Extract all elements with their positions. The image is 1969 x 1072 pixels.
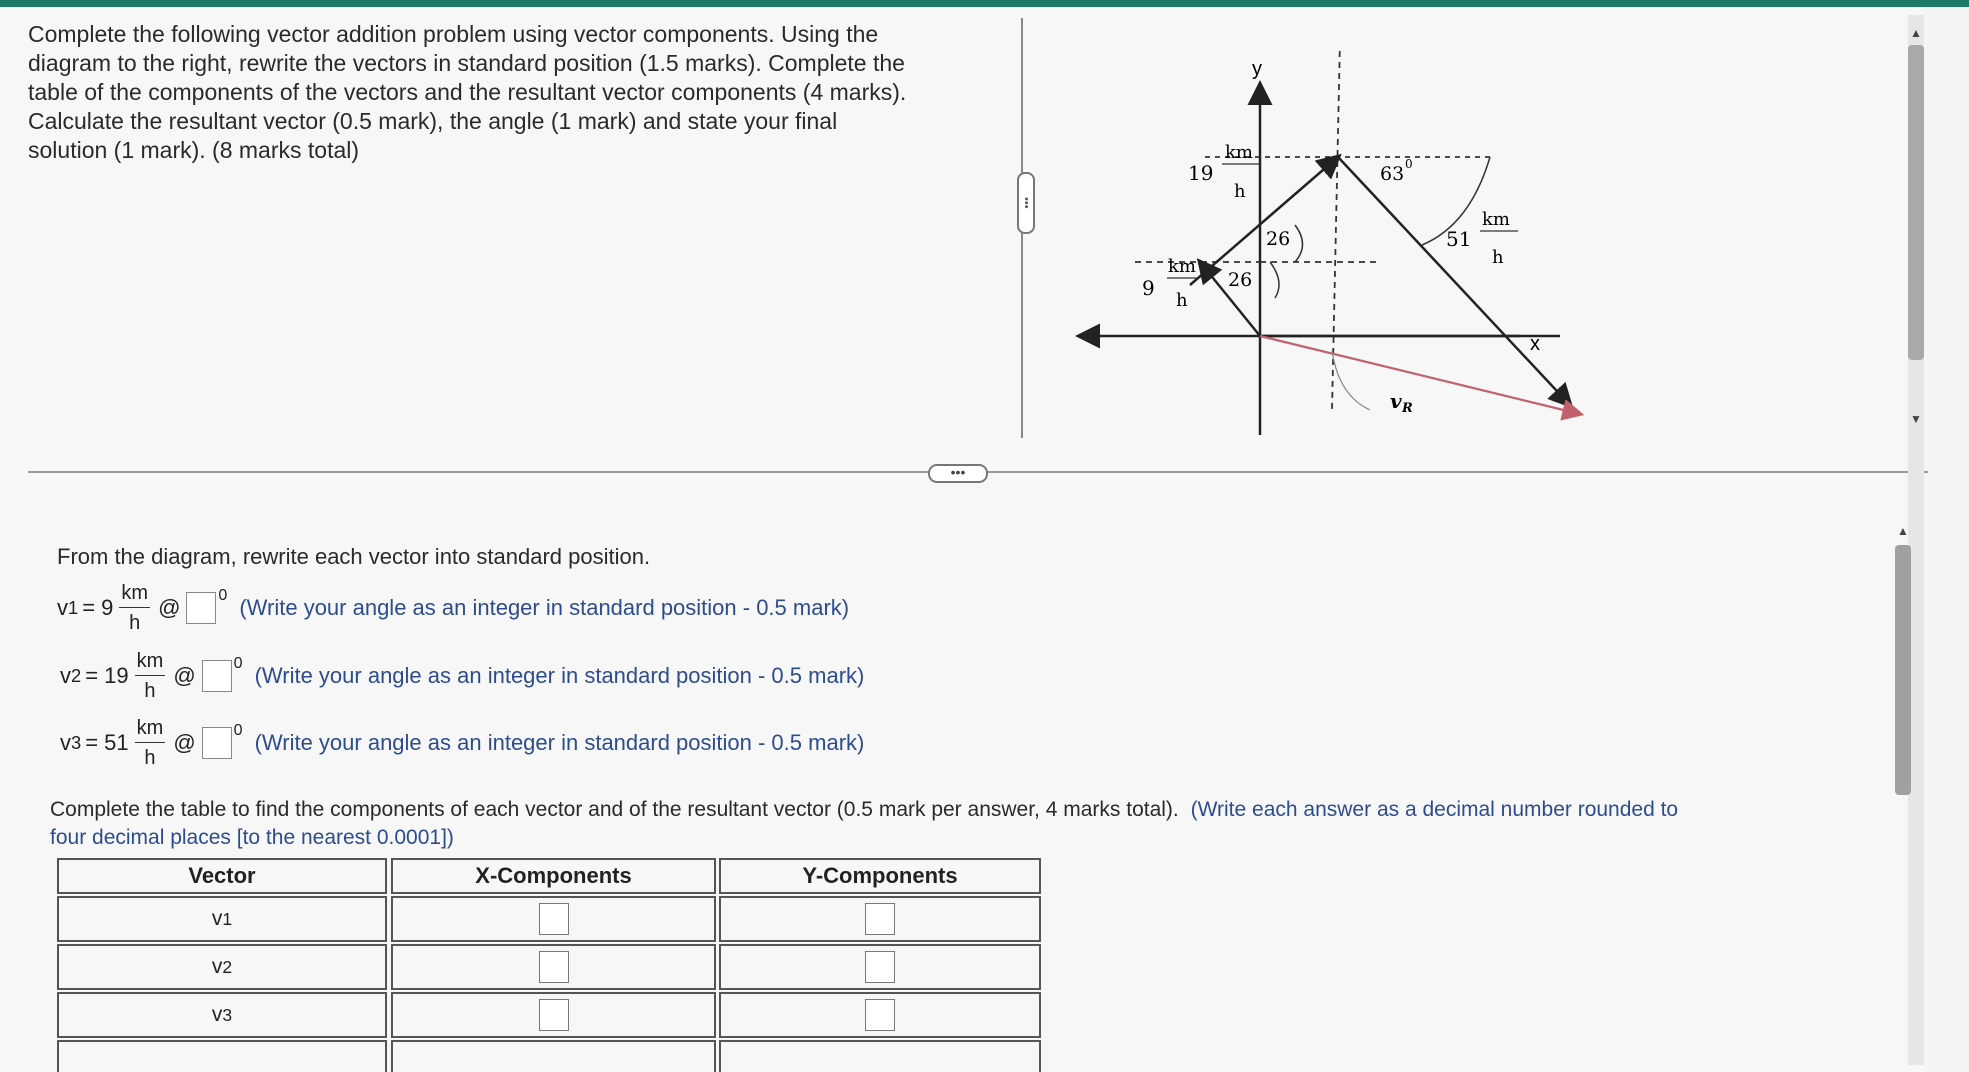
- degree-sign: 0: [233, 655, 243, 672]
- y-component-input-v1[interactable]: [865, 903, 895, 935]
- instruction-line: Complete the following vector addition problem using vector components. Using the: [28, 21, 879, 47]
- angle-hint: (Write your angle as an integer in standard position - 0.5 mark): [239, 595, 850, 620]
- vector-subscript: 1: [222, 908, 233, 929]
- x-component-input-v1[interactable]: [539, 903, 569, 935]
- resultant-subscript: R: [1402, 401, 1413, 416]
- vector-magnitude: = 51: [85, 730, 129, 755]
- x-component-cell: [391, 896, 716, 942]
- angle-input-v1[interactable]: [186, 592, 216, 624]
- angle-label-b: 26: [1266, 228, 1291, 250]
- table-row-partial: [391, 1040, 716, 1072]
- degree-sign: 0: [233, 722, 243, 739]
- table-row-partial: [57, 1040, 387, 1072]
- y-component-input-v2[interactable]: [865, 951, 895, 983]
- unit-fraction: [135, 717, 166, 769]
- vector-subscript: 3: [71, 732, 82, 753]
- unit-denominator: h: [129, 612, 141, 634]
- scroll-up-icon[interactable]: ▲: [1897, 524, 1909, 538]
- angle-hint: (Write your angle as an integer in standard position - 0.5 mark): [254, 663, 865, 688]
- x-component-cell: [391, 944, 716, 990]
- scroll-down-icon[interactable]: ▼: [1910, 412, 1922, 426]
- instruction-line: diagram to the right, rewrite the vectors in standard position (1.5 marks). Complete the: [28, 50, 905, 76]
- y-component-cell: [719, 896, 1041, 942]
- top-accent-bar: [0, 0, 1969, 7]
- unit-fraction: [119, 582, 150, 634]
- table-row-label: [57, 944, 387, 990]
- angle-input-v2[interactable]: [202, 660, 232, 692]
- instruction-line: solution (1 mark). (8 marks total): [28, 137, 360, 163]
- table-header-vector: Vector: [57, 858, 387, 894]
- horizontal-splitter-handle[interactable]: •••: [928, 464, 988, 483]
- unit-denominator: h: [144, 747, 156, 769]
- v3-unit-den: h: [1492, 247, 1504, 268]
- vector-label: v: [57, 595, 68, 620]
- table-instructions: [50, 796, 1840, 852]
- vector-label: v: [211, 907, 223, 930]
- x-component-input-v3[interactable]: [539, 999, 569, 1031]
- vector-label: v: [211, 1003, 223, 1026]
- table-header-x: X-Components: [391, 858, 716, 894]
- standard-position-title: From the diagram, rewrite each vector into standard position.: [57, 544, 651, 569]
- unit-numerator: km: [119, 582, 150, 608]
- y-component-input-v3[interactable]: [865, 999, 895, 1031]
- table-row-partial: [719, 1040, 1041, 1072]
- scrollbar-thumb-upper[interactable]: [1908, 45, 1924, 360]
- vector-magnitude: = 9: [82, 595, 114, 620]
- angle-label-c: 63: [1380, 163, 1405, 185]
- unit-denominator: h: [144, 680, 156, 702]
- vector-label: v: [60, 663, 71, 688]
- vector-label: v: [211, 955, 223, 978]
- y-component-cell: [719, 992, 1041, 1038]
- v1-unit-den: h: [1176, 290, 1188, 311]
- at-sign: @: [173, 730, 196, 755]
- vector-row-v1: [57, 578, 849, 638]
- at-sign: @: [173, 663, 196, 688]
- angle-input-v3[interactable]: [202, 727, 232, 759]
- vector-subscript: 3: [222, 1004, 233, 1025]
- table-hint: (Write each answer as a decimal number rounded to: [1190, 798, 1679, 821]
- y-component-cell: [719, 944, 1041, 990]
- v1-unit-num: km: [1168, 256, 1196, 277]
- table-instruction-text: Complete the table to find the components of each vector and of the resultant vector (0.5 mark per answer, 4 marks total).: [50, 798, 1179, 821]
- instruction-line: table of the components of the vectors and the resultant vector components (4 marks).: [28, 79, 907, 105]
- angle-label-c-degree: 0: [1405, 157, 1413, 171]
- v2-unit-num: km: [1225, 142, 1253, 163]
- vector-row-v2: [60, 646, 864, 706]
- v1-magnitude: 9: [1142, 276, 1155, 300]
- table-header-y: Y-Components: [719, 858, 1041, 894]
- x-axis-label: x: [1530, 333, 1540, 355]
- angle-label-a: 26: [1228, 269, 1253, 291]
- instruction-line: Calculate the resultant vector (0.5 mark), the angle (1 mark) and state your final: [28, 108, 838, 134]
- v2-unit-den: h: [1234, 181, 1246, 202]
- table-row-label: [57, 992, 387, 1038]
- vector-label: v: [60, 730, 71, 755]
- scrollbar-thumb-lower[interactable]: [1895, 545, 1911, 795]
- table-row-label: [57, 896, 387, 942]
- y-axis-label: y: [1252, 58, 1262, 80]
- x-component-cell: [391, 992, 716, 1038]
- angle-arc-b: [1295, 225, 1303, 262]
- vertical-splitter-handle[interactable]: •••: [1017, 172, 1035, 234]
- at-sign: @: [158, 595, 181, 620]
- vector-row-v3: [60, 713, 864, 773]
- instructions: [28, 20, 968, 165]
- vector-diagram: [1070, 50, 1590, 450]
- degree-sign: 0: [218, 587, 228, 604]
- vector-subscript: 1: [68, 597, 79, 618]
- scroll-up-icon[interactable]: ▲: [1910, 26, 1922, 40]
- angle-hint: (Write your angle as an integer in standard position - 0.5 mark): [254, 730, 865, 755]
- unit-fraction: [135, 650, 166, 702]
- vector-subscript: 2: [222, 956, 233, 977]
- vector-subscript: 2: [71, 665, 82, 686]
- v3-magnitude: 51: [1446, 227, 1472, 251]
- x-component-input-v2[interactable]: [539, 951, 569, 983]
- angle-arc-a: [1270, 262, 1279, 298]
- table-hint-cont: four decimal places [to the nearest 0.0001]): [50, 826, 454, 849]
- v3-unit-num: km: [1482, 209, 1510, 230]
- unit-numerator: km: [135, 650, 166, 676]
- unit-numerator: km: [135, 717, 166, 743]
- vector-magnitude: = 19: [85, 663, 129, 688]
- vector-v3: [1338, 157, 1570, 405]
- resultant-label: v: [1390, 389, 1402, 413]
- v2-magnitude: 19: [1188, 161, 1214, 185]
